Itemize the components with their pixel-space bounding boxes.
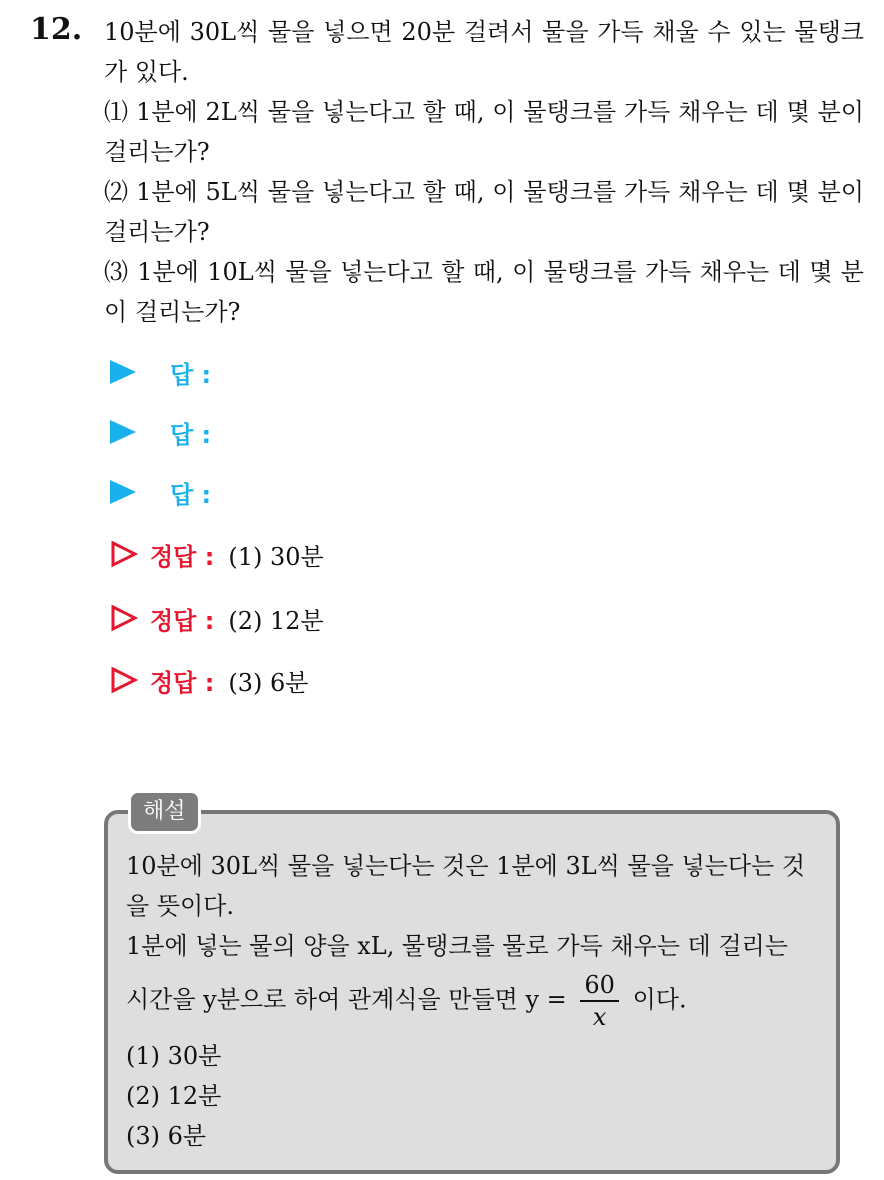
answer-line-1[interactable]	[110, 352, 211, 392]
answer-line-2[interactable]	[110, 412, 211, 452]
answer-label: 답 :	[170, 480, 212, 509]
outline-arrow-icon	[110, 604, 138, 632]
answer-label: 답 :	[170, 360, 212, 389]
fraction-denominator: x	[592, 1003, 607, 1031]
formula-prefix: 시간을 y분으로 하여 관계식을 만들면 y =	[126, 985, 567, 1014]
explanation-tag: 해설	[128, 790, 201, 834]
question-number: 12.	[30, 12, 83, 47]
explanation-result-1: (1) 30분	[126, 1042, 222, 1070]
answer-key-value: (3) 6분	[228, 668, 309, 697]
play-arrow-icon	[110, 480, 136, 504]
sub-question-3: ⑶ 1분에 10L씩 물을 넣는다고 할 때, 이 물탱크를 가득 채우는 데 몇 분이 걸리는가?	[104, 258, 864, 326]
question-stem: 10분에 30L씩 물을 넣으면 20분 걸려서 물을 가득 채울 수 있는 물탱크가 있다.	[104, 18, 864, 86]
answer-key-label: 정답 :	[150, 606, 215, 635]
question-text	[104, 12, 864, 332]
answer-key-2	[110, 598, 324, 638]
answer-label: 답 :	[170, 420, 212, 449]
outline-arrow-icon	[110, 666, 138, 694]
play-arrow-icon	[110, 420, 136, 444]
explanation-text	[126, 846, 826, 1156]
sub-question-2: ⑵ 1분에 5L씩 물을 넣는다고 할 때, 이 물탱크를 가득 채우는 데 몇 분이 걸리는가?	[104, 178, 864, 246]
explanation-result-2: (2) 12분	[126, 1082, 222, 1110]
explanation-formula-line	[126, 970, 826, 1032]
answer-key-label: 정답 :	[150, 668, 215, 697]
answer-key-3	[110, 660, 308, 700]
explanation-result-3: (3) 6분	[126, 1122, 207, 1150]
fraction-numerator: 60	[580, 970, 619, 1002]
answer-key-1	[110, 534, 324, 574]
answer-line-3[interactable]	[110, 472, 211, 512]
formula-suffix: 이다.	[632, 985, 687, 1014]
explanation-line-1: 10분에 30L씩 물을 넣는다는 것은 1분에 3L씩 물을 넣는다는 것을 뜻이다.	[126, 852, 806, 920]
answer-key-value: (1) 30분	[228, 542, 324, 571]
outline-arrow-icon	[110, 540, 138, 568]
answer-key-label: 정답 :	[150, 542, 215, 571]
fraction	[580, 970, 619, 1032]
answer-key-value: (2) 12분	[228, 606, 324, 635]
explanation-line-2: 1분에 넣는 물의 양을 xL, 물탱크를 물로 가득 채우는 데 걸리는	[126, 932, 788, 960]
sub-question-1: ⑴ 1분에 2L씩 물을 넣는다고 할 때, 이 물탱크를 가득 채우는 데 몇 분이 걸리는가?	[104, 98, 864, 166]
play-arrow-icon	[110, 360, 136, 384]
